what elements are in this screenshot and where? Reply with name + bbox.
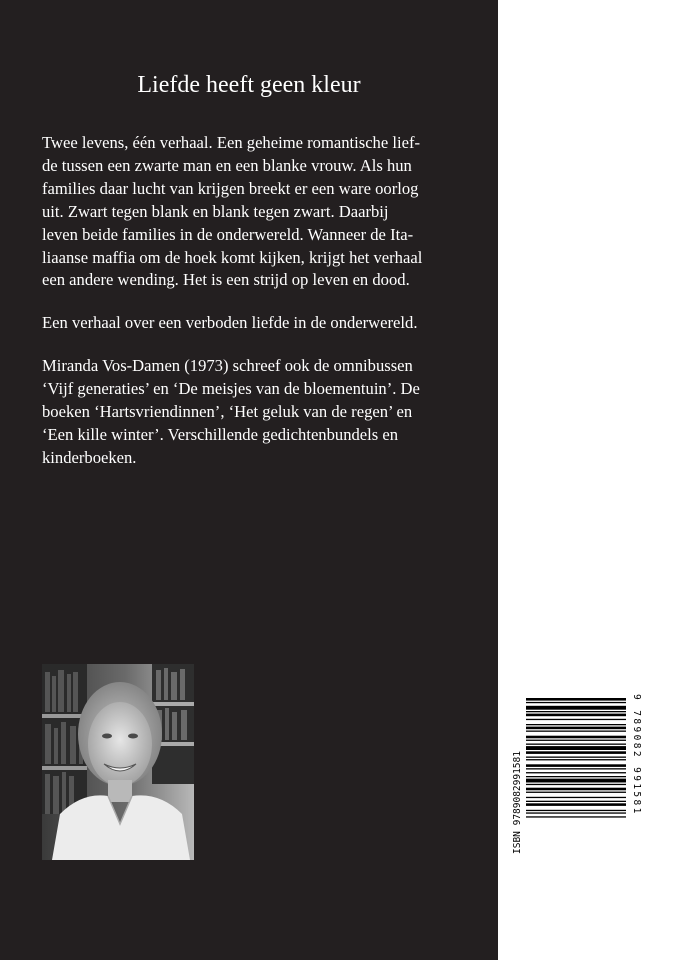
book-title: Liefde heeft geen kleur	[137, 72, 361, 98]
barcode-bar	[526, 812, 626, 813]
barcode-bar	[526, 698, 626, 701]
text-line: leven beide families in de onderwereld. Wanneer de Ita-	[42, 224, 414, 244]
synopsis-paragraph	[42, 132, 474, 292]
text-line: uit. Zwart tegen blank en blank tegen zwart. Daarbij	[42, 201, 389, 221]
barcode-bar	[526, 810, 626, 811]
barcode-digits: 9 789082 991581	[631, 694, 642, 816]
barcode-bar	[526, 757, 626, 758]
barcode-bar	[526, 751, 626, 754]
text-line: kinderboeken.	[42, 447, 137, 467]
barcode-bar	[526, 746, 626, 750]
author-photo-image	[42, 664, 194, 860]
author-photo	[42, 664, 194, 860]
barcode-bar	[526, 740, 626, 741]
barcode-bar	[526, 724, 626, 725]
text-line: de tussen een zwarte man en een blanke vrouw. Als hun	[42, 155, 412, 175]
text-line: boeken ‘Hartsvriendinnen’, ‘Het geluk van de regen’ en	[42, 402, 413, 422]
barcode-bar	[526, 801, 626, 802]
barcode-bar	[526, 702, 626, 703]
barcode-bars	[510, 694, 642, 854]
barcode-bar	[526, 731, 626, 732]
barcode-bar	[526, 784, 626, 785]
barcode-bar	[526, 776, 626, 777]
text-line: Twee levens, één verhaal. Een geheime romantische lief-	[42, 133, 421, 152]
barcode-bar	[526, 736, 626, 739]
barcode-bar	[526, 792, 626, 793]
barcode-bar	[526, 772, 626, 773]
barcode-bar	[526, 768, 626, 769]
barcode-bar	[526, 764, 626, 767]
tagline-paragraph	[42, 312, 474, 335]
barcode-bar	[526, 727, 626, 730]
isbn-label: ISBN 9789082991581	[512, 751, 523, 854]
text-line: liaanse maffia om de hoek komt kijken, krijgt het verhaal	[42, 247, 423, 267]
barcode-bar	[526, 744, 626, 745]
barcode-bar	[526, 803, 626, 806]
barcode-bar	[526, 797, 626, 798]
text-line: ‘Vijf generaties’ en ‘De meisjes van de bloementuin’. De	[42, 379, 420, 399]
barcode-bar	[526, 779, 626, 783]
author-bio-paragraph	[42, 355, 474, 470]
text-line: een andere wending. Het is een strijd op leven en dood.	[42, 270, 410, 290]
text-line: Een verhaal over een verboden liefde in de onderwereld.	[42, 313, 418, 333]
text-line: Miranda Vos-Damen (1973) schreef ook de omnibussen	[42, 356, 413, 376]
barcode-bar	[526, 759, 626, 760]
barcode-bar	[526, 706, 626, 710]
blurb-text	[42, 132, 474, 490]
barcode-bar	[526, 711, 626, 712]
barcode-bar	[526, 816, 626, 817]
barcode-bar	[526, 788, 626, 791]
text-line: ‘Een kille winter’. Verschillende gedichtenbundels en	[42, 424, 399, 444]
text-line: families daar lucht van krijgen breekt er een ware oorlog	[42, 178, 419, 198]
barcode-bar	[526, 719, 626, 720]
isbn-barcode	[510, 694, 642, 854]
barcode-bar	[526, 714, 626, 717]
